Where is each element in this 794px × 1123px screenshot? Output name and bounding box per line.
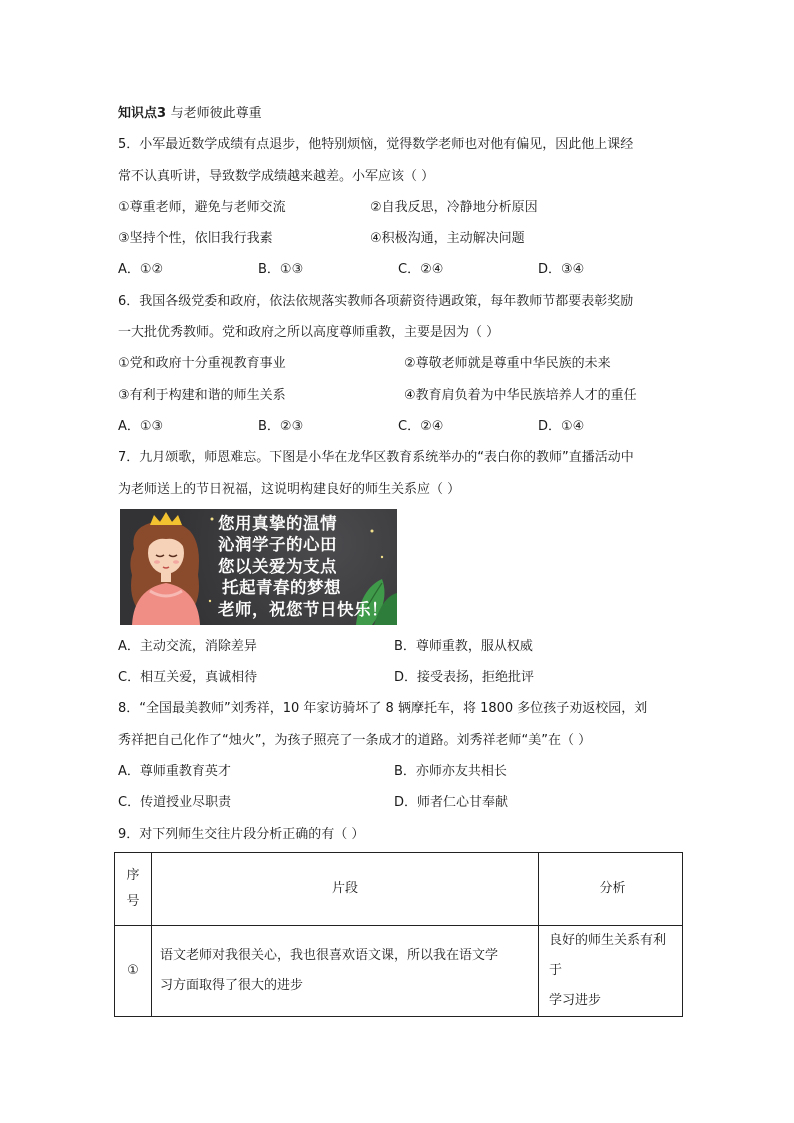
row-analysis bbox=[539, 925, 683, 1016]
header-number-line: 号 bbox=[126, 893, 140, 909]
fragment-line: 语文老师对我很关心，我也很喜欢语文课，所以我在语文学 bbox=[160, 947, 499, 963]
fragment-line: 习方面取得了很大的进步 bbox=[160, 977, 304, 993]
options-row bbox=[118, 756, 684, 787]
question-text: 常不认真听讲，导致数学成绩越来越差。小军应该（ ） bbox=[118, 168, 435, 184]
document-page bbox=[118, 98, 684, 1017]
option-b: B．②③ bbox=[258, 418, 304, 434]
question-8 bbox=[118, 693, 684, 818]
option-d: D．③④ bbox=[538, 262, 585, 278]
section-title: 与老师彼此尊重 bbox=[170, 106, 262, 121]
option-a: A．①② bbox=[118, 262, 164, 278]
options-row bbox=[118, 254, 684, 285]
statement: ②自我反思，冷静地分析原因 bbox=[370, 199, 538, 215]
option-a: A．尊师重教育英才 bbox=[118, 764, 231, 780]
header-analysis: 分析 bbox=[539, 852, 683, 925]
question-text: 5．小军最近数学成绩有点退步，他特别烦恼，觉得数学老师也对他有偏见，因此他上课经 bbox=[118, 137, 634, 153]
header-number bbox=[115, 852, 152, 925]
poster-line: 沁润学子的心田 bbox=[218, 535, 337, 555]
option-a: A．主动交流，消除差异 bbox=[118, 638, 257, 654]
question-text: 6．我国各级党委和政府，依法依规落实教师各项薪资待遇政策，每年教师节都要表彰奖励 bbox=[118, 293, 634, 309]
option-b: B．①③ bbox=[258, 262, 304, 278]
statement-row bbox=[118, 192, 684, 223]
analysis-line: 学习进步 bbox=[549, 992, 602, 1008]
statement: ①尊重老师，避免与老师交流 bbox=[118, 199, 286, 215]
option-d: D．①④ bbox=[538, 418, 585, 434]
section-heading bbox=[118, 98, 684, 129]
header-number-line: 序 bbox=[126, 867, 140, 883]
question-text: 秀祥把自己化作了“烛火”，为孩子照亮了一条成才的道路。刘秀祥老师“美”在（ ） bbox=[118, 732, 592, 748]
statement-row bbox=[118, 348, 684, 379]
statement-row bbox=[118, 380, 684, 411]
statement: ③有利于构建和谐的师生关系 bbox=[118, 387, 286, 403]
poster-line: 您用真挚的温情 bbox=[218, 513, 337, 533]
poster-greeting-text bbox=[218, 513, 388, 621]
row-fragment bbox=[152, 925, 539, 1016]
question-text: 为老师送上的节日祝福，这说明构建良好的师生关系应（ ） bbox=[118, 481, 461, 497]
question-9 bbox=[118, 819, 684, 1017]
statement: ②尊敬老师就是尊重中华民族的未来 bbox=[404, 356, 611, 372]
table-row bbox=[115, 925, 683, 1016]
option-b: B．亦师亦友共相长 bbox=[394, 764, 507, 780]
poster-line: 托起青春的梦想 bbox=[222, 578, 341, 598]
statement: ④教育肩负着为中华民族培养人才的重任 bbox=[404, 387, 637, 403]
option-a: A．①③ bbox=[118, 418, 164, 434]
statement: ③坚持个性，依旧我行我素 bbox=[118, 231, 273, 247]
fragment-analysis-table bbox=[114, 852, 683, 1017]
option-b: B．尊师重教，服从权威 bbox=[394, 638, 533, 654]
poster-line: 您以关爱为支点 bbox=[218, 556, 337, 576]
question-6 bbox=[118, 286, 684, 442]
option-c: C．②④ bbox=[398, 262, 444, 278]
question-text: 7．九月颂歌，师恩难忘。下图是小华在龙华区教育系统举办的“表白你的教师”直播活动中 bbox=[118, 450, 634, 466]
question-7 bbox=[118, 442, 684, 693]
option-d: D．师者仁心甘奉献 bbox=[394, 795, 509, 811]
table-header-row bbox=[115, 852, 683, 925]
statement: ①党和政府十分重视教育事业 bbox=[118, 356, 286, 372]
question-text: 8．“全国最美教师”刘秀祥，10 年家访骑坏了 8 辆摩托车，将 1800 多位孩子劝返校园，刘 bbox=[118, 701, 648, 717]
option-c: C．②④ bbox=[398, 418, 444, 434]
question-text: 一大批优秀教师。党和政府之所以高度尊师重教，主要是因为（ ） bbox=[118, 325, 500, 341]
statement: ④积极沟通，主动解决问题 bbox=[370, 231, 525, 247]
options-row bbox=[118, 631, 684, 662]
option-d: D．接受表扬，拒绝批评 bbox=[394, 670, 535, 686]
options-row bbox=[118, 787, 684, 818]
options-row bbox=[118, 662, 684, 693]
section-label: 知识点3 bbox=[118, 106, 167, 121]
option-c: C．相互关爱，真诚相待 bbox=[118, 670, 258, 686]
question-text: 9．对下列师生交往片段分析正确的有（ ） bbox=[118, 826, 365, 842]
question-5 bbox=[118, 129, 684, 285]
option-c: C．传道授业尽职责 bbox=[118, 795, 232, 811]
greeting-poster-image bbox=[120, 509, 397, 625]
options-row bbox=[118, 411, 684, 442]
header-fragment: 片段 bbox=[152, 852, 539, 925]
poster-line: 老师，祝您节日快乐！ bbox=[218, 599, 388, 619]
row-number: ① bbox=[115, 925, 152, 1016]
analysis-line: 良好的师生关系有利于 bbox=[549, 932, 667, 978]
statement-row bbox=[118, 223, 684, 254]
